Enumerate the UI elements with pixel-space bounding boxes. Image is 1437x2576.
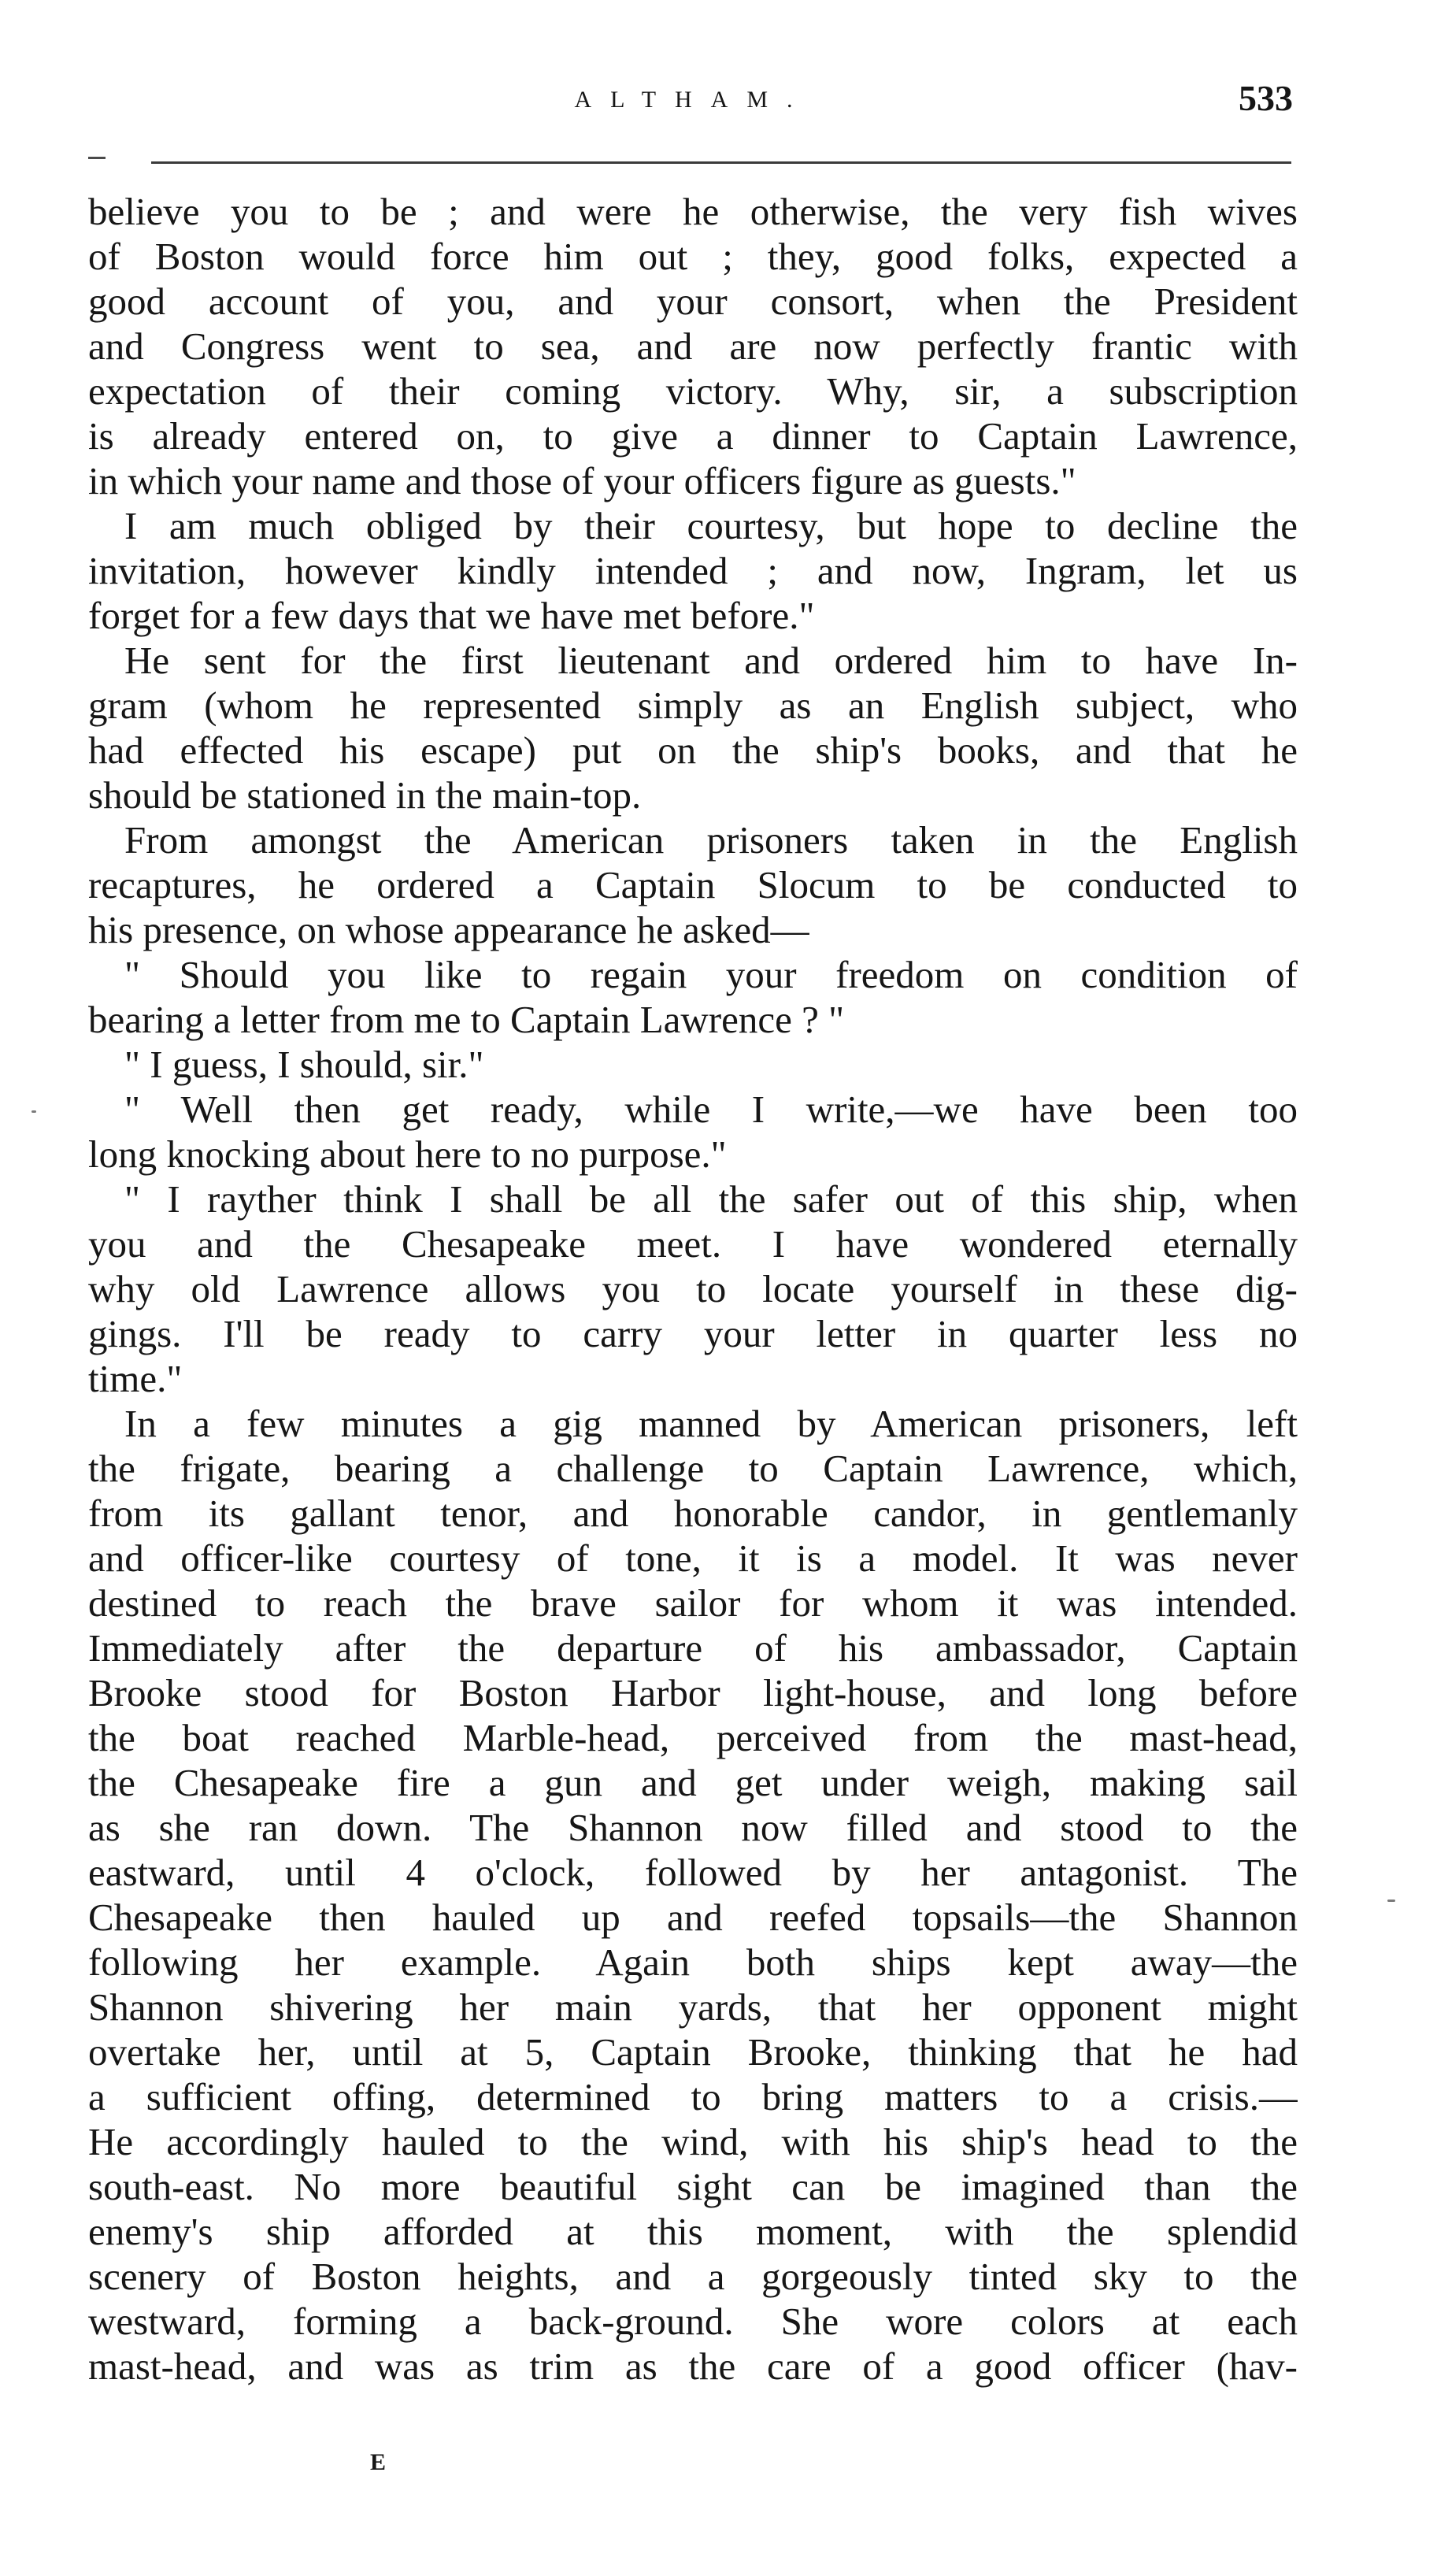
text-line: " I guess, I should, sir." xyxy=(124,1043,484,1086)
text-line: the frigate, bearing a challenge to Captain Lawrence, which, xyxy=(88,1447,1298,1490)
running-head xyxy=(87,77,1299,124)
text-line: you and the Chesapeake meet. I have wondered eternally xyxy=(88,1222,1298,1266)
text-line: expectation of their coming victory. Why, sir, a subscription xyxy=(88,369,1298,413)
text-line: He sent for the first lieutenant and ordered him to have In- xyxy=(124,639,1298,682)
text-line: long knocking about here to no purpose." xyxy=(88,1132,727,1176)
text-line: invitation, however kindly intended ; and now, Ingram, let us xyxy=(88,549,1298,592)
text-line: following her example. Again both ships kept away—the xyxy=(88,1940,1298,1984)
text-line: " I rayther think I shall be all the safer out of this ship, when xyxy=(124,1177,1298,1221)
text-line: westward, forming a back-ground. She wore colors at each xyxy=(88,2300,1298,2343)
ink-speck xyxy=(31,1110,36,1113)
text-line: From amongst the American prisoners taken in the English xyxy=(124,818,1298,862)
text-line: is already entered on, to give a dinner to Captain Lawrence, xyxy=(88,414,1298,458)
text-line: " Should you like to regain your freedom on condition of xyxy=(124,953,1298,996)
text-line: enemy's ship afforded at this moment, with the splendid xyxy=(88,2210,1298,2253)
text-line: a sufficient offing, determined to bring matters to a crisis.— xyxy=(88,2075,1298,2118)
text-line: eastward, until 4 o'clock, followed by her antagonist. The xyxy=(88,1851,1298,1894)
text-line: as she ran down. The Shannon now filled and stood to the xyxy=(88,1806,1298,1849)
body-text xyxy=(88,189,1298,2389)
text-line: recaptures, he ordered a Captain Slocum to be conducted to xyxy=(88,863,1298,906)
text-line: I am much obliged by their courtesy, but hope to decline the xyxy=(124,504,1298,547)
text-line: should be stationed in the main-top. xyxy=(88,773,642,817)
text-line: the boat reached Marble-head, perceived from the mast-head, xyxy=(88,1716,1298,1759)
text-line: mast-head, and was as trim as the care of a good officer (hav- xyxy=(88,2344,1298,2388)
header-rule-tick xyxy=(88,157,106,159)
text-line: the Chesapeake fire a gun and get under weigh, making sail xyxy=(88,1761,1298,1804)
text-line: his presence, on whose appearance he asked— xyxy=(88,908,809,951)
text-line: from its gallant tenor, and honorable candor, in gentlemanly xyxy=(88,1492,1298,1535)
page-number: 533 xyxy=(1239,78,1293,118)
text-line: believe you to be ; and were he otherwise, the very fish wives xyxy=(88,190,1298,233)
signature-mark: E xyxy=(370,2449,388,2475)
text-line: overtake her, until at 5, Captain Brooke, thinking that he had xyxy=(88,2030,1298,2074)
text-line: destined to reach the brave sailor for whom it was intended. xyxy=(88,1581,1298,1625)
text-line: time." xyxy=(88,1357,183,1400)
text-line: in which your name and those of your officers figure as guests." xyxy=(88,459,1076,502)
text-line: Immediately after the departure of his ambassador, Captain xyxy=(88,1626,1298,1670)
text-line: why old Lawrence allows you to locate yourself in these dig- xyxy=(88,1267,1298,1310)
text-line: south-east. No more beautiful sight can be imagined than the xyxy=(88,2165,1298,2208)
ink-speck xyxy=(1387,1900,1395,1902)
text-line: In a few minutes a gig manned by American prisoners, left xyxy=(124,1402,1298,1445)
text-line: gram (whom he represented simply as an English subject, who xyxy=(88,684,1298,727)
text-line: gings. I'll be ready to carry your letter in quarter less no xyxy=(88,1312,1298,1355)
text-line: bearing a letter from me to Captain Lawrence ? " xyxy=(88,998,845,1041)
text-line: scenery of Boston heights, and a gorgeously tinted sky to the xyxy=(88,2255,1298,2298)
text-line: forget for a few days that we have met before." xyxy=(88,594,815,637)
header-rule xyxy=(151,161,1291,167)
running-title: ALTHAM. xyxy=(574,87,812,113)
text-line: and officer-like courtesy of tone, it is a model. It was never xyxy=(88,1536,1298,1580)
text-line: He accordingly hauled to the wind, with his ship's head to the xyxy=(88,2120,1298,2163)
text-line: Chesapeake then hauled up and reefed topsails—the Shannon xyxy=(88,1896,1298,1939)
text-line: had effected his escape) put on the ship's books, and that he xyxy=(88,728,1298,772)
text-line: good account of you, and your consort, when the President xyxy=(88,280,1298,323)
text-line: of Boston would force him out ; they, good folks, expected a xyxy=(88,235,1298,278)
text-line: " Well then get ready, while I write,—we have been too xyxy=(124,1088,1298,1131)
text-line: Shannon shivering her main yards, that her opponent might xyxy=(88,1985,1298,2029)
text-line: Brooke stood for Boston Harbor light-house, and long before xyxy=(88,1671,1298,1714)
text-line: and Congress went to sea, and are now perfectly frantic with xyxy=(88,324,1298,368)
